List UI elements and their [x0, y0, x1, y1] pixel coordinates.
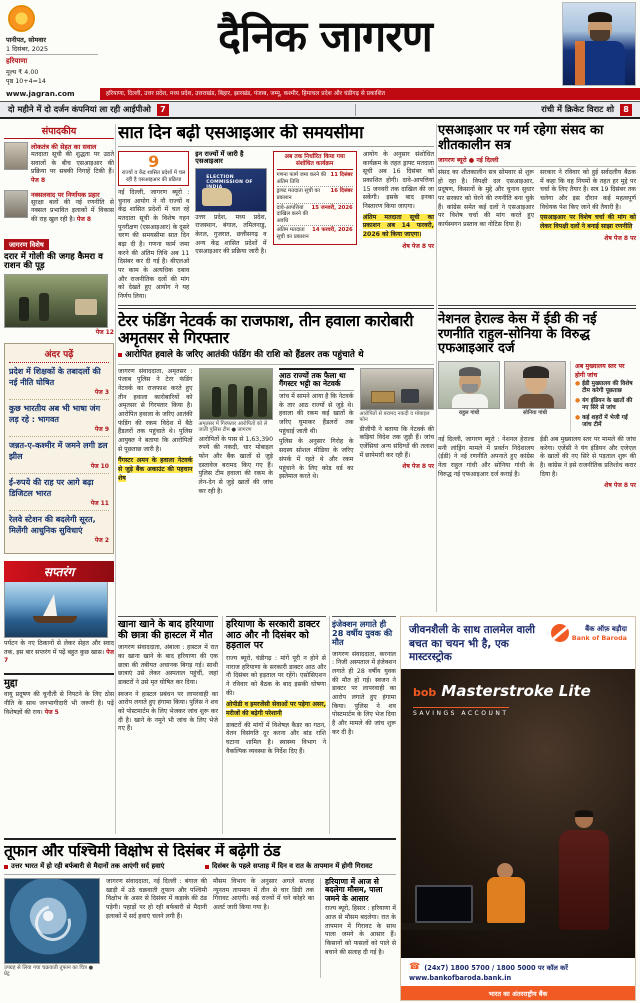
terror-subhead: आरोपित हवाले के जरिए आतंकी फंडिंग की राशि को हैंडलर तक पहुंचाते थे: [125, 349, 364, 360]
teaser-left-text: दो महीने में दो दर्जन कंपनियां ला रही आईपीओ: [8, 104, 151, 114]
schedule-row: [277, 226, 353, 241]
parliament-highlight: एसआइआर पर विशेष चर्चा की मांग को लेकर विपक्षी दलों ने बनाई साझा रणनीति: [540, 214, 636, 231]
weather-map-wrap: [4, 878, 100, 978]
inside-header: अंदर पढ़ें: [9, 347, 109, 363]
youth-headline: इंजेक्शन लगाते ही 28 वर्षीय युवक की मौत: [332, 619, 393, 648]
inside-item: [9, 440, 109, 474]
saptrang-section: [4, 561, 114, 666]
inside-item-pageref: पेज 9: [94, 425, 109, 433]
inside-item-pageref: पेज 2: [94, 536, 109, 544]
schedule-label: गणना फार्म जमा करने की अंतिम तिथि: [276, 172, 327, 185]
inside-item-title: जन्नत-ए-कश्मीर में जमने लगी डल झील: [9, 440, 108, 461]
terror-headline: टेरर फंडिंग नेटवर्क का राजफाश, तीन हवाला कारोबारी अमृतसर से गिरफ्तार: [118, 312, 414, 348]
teaser-right-text: रांची में क्रिकेट विराट शो: [541, 104, 615, 114]
doctors-headline: हरियाणा के सरकारी डाक्टर आठ और नौ दिसंबर को हड़ताल पर: [226, 619, 320, 652]
schedule-value: 15 जनवरी, 2026: [311, 204, 353, 211]
parliament-body-1: संसद का शीतकालीन सत्र सोमवार से शुरू हो रहा है। विपक्षी दल एसआइआर, प्रदूषण, किसानों के मुद्दे और चुनाव सुधार पर सरकार को घेरने की रणनीति बना चुके हैं। कांग्रेस समेत कई दलों ने एसआइआर पर विशेष चर्चा की मांग करते हुए कार्यस्थगन प्रस्ताव का नोटिस दिया है।: [438, 169, 534, 229]
herald-point: ● यंग इंडियन के खातों की नए सिरे से जांच: [575, 397, 633, 412]
ad-product-sub: SAVINGS ACCOUNT: [413, 707, 509, 717]
youth-body: जागरण संवाददाता, करनाल : निजी अस्पताल में इंजेक्शन लगाते ही 28 वर्षीय युवक की मौत हो गई। स्वजन ने डाक्टर पर लापरवाही का आरोप लगाते हुए हंगामा किया। पुलिस ने शव पोस्टमार्टम के लिए भेज दिया है और मामले की जांच शुरू कर दी है।: [332, 650, 396, 736]
mudda-section: [4, 673, 114, 717]
story-hostel-death: [118, 616, 218, 834]
terror-body-2: आरोपितों के पास से 1,63,390 रुपये की नकदी, चार मोबाइल फोन और बैंक खातों से जुड़े दस्तावेज बरामद किए गए हैं। पुलिस टीम हवाला की रकम के लेन-देन से जुड़े खातों की जांच कर रही है।: [198, 435, 273, 495]
ad-brand-hindi: बैंक ऑफ़ बड़ौदा: [585, 624, 627, 633]
jagran-sun-logo: [8, 5, 35, 32]
ad-brand-english: Bank of Baroda: [571, 633, 627, 642]
ad-headline: जीवनशैली के साथ तालमेल वाली बचत का चयन भी है, एक मास्टरस्ट्रोक: [409, 624, 535, 664]
schedule-label: ड्राफ्ट मतदाता सूची का प्रकाशन: [276, 188, 320, 202]
masthead-price: मूल्य ₹ 4.00: [6, 69, 39, 76]
terror-subhead-row: [118, 351, 434, 365]
lead-stat-text: राज्यों व केंद्र शासित प्रदेशों में चल रही है एसआइआर की प्रक्रिया: [121, 170, 186, 183]
schedule-row: [277, 187, 353, 203]
newspaper-title: दैनिक जागरण: [218, 12, 432, 62]
story-herald: [438, 308, 636, 612]
phone-icon: ☎: [409, 962, 421, 972]
editorial-header: संपादकीय: [4, 124, 114, 139]
inside-item-title: रेलवे स्टेशन की बदलेगी सूरत, मिलेंगी आधुनिक सुविधाएं: [9, 514, 96, 535]
lead-stat-box: [118, 151, 189, 186]
teaser-right-page-badge: 8: [620, 104, 632, 116]
jagran-vishesh-section: [4, 232, 114, 336]
story-youth-death: [332, 616, 396, 834]
ad-desk: [401, 923, 531, 930]
weather-content: [4, 878, 396, 978]
terror-network-title: आठ राज्यों तक फैला था गैंगस्टर भट्टी का नेटवर्क: [279, 368, 354, 392]
editorial-item-body: सुरक्षा बलों की नई रणनीति से नक्सल प्रभावित इलाकों में विकास की राह खुल रही है।: [31, 198, 114, 224]
jagran-vishesh-pageref: पेज 12: [95, 328, 114, 336]
schedule-label: दावे-आपत्तियां दाखिल करने की अवधि: [276, 204, 309, 224]
terror-network-body: जांच में सामने आया है कि नेटवर्क के तार आठ राज्यों से जुड़े थे। हवाला की रकम कई खातों के जरिए घुमाकर हैंडलरों तक पहुंचाई जाती थी।: [279, 393, 354, 435]
photo-sonia-gandhi: [504, 361, 566, 409]
ad-brand: [551, 624, 627, 665]
parliament-headline: एसआइआर पर गर्म रहेगा संसद का शीतकालीन सत्र: [438, 123, 604, 153]
hostel-body-2: स्वजन ने हास्टल प्रबंधन पर लापरवाही का आरोप लगाते हुए हंगामा किया। पुलिस ने शव को पोस्टमार्टम के लिए भेजकर जांच शुरू कर दी है। खाने के नमूने भी जांच के लिए भेजे गए हैं।: [118, 690, 218, 733]
inside-item-title: प्रदेश में शिक्षकों के तबादलों की नई नीति घोषित: [9, 366, 101, 387]
masthead-pages: पृष्ठ 10+4=14: [6, 78, 46, 85]
terror-col-4: [360, 368, 435, 497]
weather-bullets: [4, 863, 396, 875]
saptrang-blurb: पर्यटन के नए ठिकानों से लेकर सेहत और स्वाद तक, इस बार सप्तरंग में पढ़ें बहुत कुछ खास।: [4, 639, 114, 656]
lead-states-title: इन राज्यों में जारी है एसआइआर: [195, 150, 244, 166]
lead-col-3: [273, 151, 357, 302]
weather-body-1: जागरण संवाददाता, नई दिल्ली : बंगाल की खाड़ी में उठे चक्रवाती तूफान और पश्चिमी विक्षोभ के असर से दिसंबर में कड़ाके की ठंड पड़ेगी। पहाड़ों पर हो रही बर्फबारी से मैदानी इलाकों में सर्द हवाएं चलने लगी हैं।: [106, 877, 207, 920]
editorial-item: [4, 142, 114, 186]
ad-photo: [401, 669, 635, 958]
weather-side-story: [320, 878, 396, 978]
inside-section: [4, 343, 114, 554]
lead-stat-number: 9: [148, 152, 160, 172]
lead-body-2: आयोग के अनुसार संशोधित कार्यक्रम के तहत ड्राफ्ट मतदाता सूची अब 16 दिसंबर को प्रकाशित होगी। दावे-आपत्तियां 15 जनवरी तक दाखिल की जा सकेंगी। इसके बाद इनका निस्तारण किया जाएगा।: [362, 151, 435, 211]
schedule-value: 14 फरवरी, 2026: [312, 227, 353, 234]
teaser-left-page-badge: 7: [157, 104, 169, 116]
doctors-highlight: ओपीडी व इमरजेंसी सेवाओं पर पड़ेगा असर, मरीजों की बढ़ेगी परेशानी: [226, 701, 326, 717]
photo-police-arrest: [199, 368, 274, 420]
herald-photo1-caption: राहुल गांधी: [458, 409, 480, 416]
terror-photo2-caption: आरोपितों से बरामद नकदी व मोबाइल फोन: [359, 410, 430, 424]
jagran-vishesh-headline: दरार में गोली की जगह कैमरा व राशन की पूड़: [4, 251, 103, 272]
lead-continuation: शेष पेज 8 पर: [402, 242, 435, 250]
herald-headline: नेशनल हेराल्ड केस में ईडी की नई रणनीति राहुल-सोनिया के विरुद्ध एफआइआर दर्ज: [438, 312, 597, 357]
hostel-body-1: जागरण संवाददाता, अंबाला : हास्टल में रात का खाना खाने के बाद हरियाणा की एक छात्रा की तबीयत अचानक बिगड़ गई। साथी छात्राएं उसे लेकर अस्पताल पहुंचीं, जहां डाक्टरों ने उसे मृत घोषित कर दिया।: [118, 644, 218, 686]
lead-schedule-title: अब तक निर्धारित किया गया संशोधित कार्यक्रम: [277, 154, 353, 170]
inside-item-title: कुछ भारतीय अब भी भाषा जंग लड़ रहे : भागवत: [9, 403, 101, 424]
terror-continuation: शेष पेज 8 पर: [402, 463, 434, 471]
editorial-item-pageref: पेज 8: [76, 216, 92, 224]
herald-continuation: शेष पेज 8 पर: [604, 482, 636, 490]
doctors-body-1: राज्य ब्यूरो, चंडीगढ़ : मांगें पूरी न होने से नाराज हरियाणा के सरकारी डाक्टर आठ और नौ दिसंबर को हड़ताल पर रहेंगे। एसोसिएशन ने रविवार को बैठक के बाद इसकी घोषणा की।: [226, 654, 326, 697]
herald-points-title: अब मुख्यालय स्तर पर होगी जांच: [575, 362, 625, 379]
parliament-col-2: [540, 169, 636, 242]
parliament-byline: जागरण ब्यूरो ● नई दिल्ली: [438, 155, 636, 167]
lead-schedule-box: [273, 151, 357, 245]
herald-photo1-wrap: [438, 361, 500, 432]
weather-bullet-1: उत्तर भारत में हो रही बर्फबारी से मैदानों तक आएंगी सर्द हवाएं: [4, 863, 195, 871]
ad-standing-person-sachin: [559, 810, 609, 930]
terror-photo1-caption: अमृतसर में गिरफ्तार आरोपितों को ले जाती पुलिस टीम ● जागरण: [198, 420, 268, 434]
mudda-body: वायु प्रदूषण की चुनौती से निपटने के लिए ठोस नीति के साथ जनभागीदारी भी जरूरी है। पढ़ें विशेषज्ञों की राय।: [4, 691, 114, 716]
editorial-section: [4, 124, 114, 225]
lead-body-1: नई दिल्ली, जागरण ब्यूरो : चुनाव आयोग ने नौ राज्यों व केंद्र शासित प्रदेशों में चल रहे मतदाता सूची के विशेष गहन पुनरीक्षण (एसआइआर) के दूसरे चरण की समयसीमा सात दिन बढ़ा दी है। गणना फार्म जमा करने की अंतिम तिथि अब 11 दिसंबर कर दी गई है। बीएलओ पर काम के अत्यधिक दबाव और राजनीतिक दलों की मांग को देखते हुए आयोग ने यह निर्णय लिया।: [118, 189, 190, 301]
weather-headline: तूफान और पश्चिमी विक्षोभ से दिसंबर में बढ़ेगी ठंड: [4, 843, 281, 860]
weather-body-2: मौसम विभाग के अनुसार अगले सप्ताह न्यूनतम तापमान में तीन से चार डिग्री तक गिरावट आएगी। कई राज्यों में घने कोहरे का अलर्ट जारी किया गया है।: [213, 877, 314, 911]
photo-election-commission: [195, 168, 266, 212]
herald-media-row: [438, 361, 636, 432]
ad-monitor: [415, 885, 473, 923]
terror-body-3: पुलिस के अनुसार गिरोह के सदस्य सोशल मीडिया के जरिए संपर्क में रहते थे और रकम पहुंचाने के लिए कोड वर्ड का इस्तेमाल करते थे।: [279, 438, 354, 481]
square-bullet-icon: [4, 865, 8, 869]
herald-photo2-caption: सोनिया गांधी: [522, 409, 548, 416]
herald-photo2-wrap: [504, 361, 566, 432]
terror-col-1: [118, 368, 193, 497]
ad-product-bob: bob: [413, 685, 437, 699]
bullet-icon: ●: [575, 414, 581, 421]
schedule-row: [277, 171, 353, 187]
story-weather: [4, 838, 396, 999]
lead-col-4: [363, 151, 434, 302]
inside-item: [9, 403, 109, 437]
ad-bottom-bar: भारत का अंतरराष्ट्रीय बैंक: [401, 986, 635, 1000]
inside-item: [9, 477, 109, 511]
parliament-continuation: शेष पेज 8 पर: [604, 234, 636, 242]
editorial-item-kicker: लोकतंत्र की सेहत का सवाल: [31, 143, 97, 151]
masthead-edition: हरियाणा: [6, 57, 28, 65]
lead-col-1: [118, 151, 189, 302]
editorial-portrait-photo: [4, 142, 28, 170]
inside-item-pageref: पेज 3: [94, 388, 109, 396]
editorial-item-pageref: पेज 8: [31, 177, 46, 185]
weather-bullet-2: दिसंबर के पहले सप्ताह में दिन व रात के तापमान में होगी गिरावट: [205, 863, 396, 871]
masthead-website: www.jagran.com: [6, 89, 75, 98]
masthead-city-day: पानीपत, सोमवार: [6, 36, 47, 44]
inside-item-pageref: पेज 11: [90, 499, 109, 507]
editorial-portrait-photo: [4, 190, 28, 218]
lead-headline: सात दिन बढ़ी एसआइआर की समयसीमा: [118, 124, 434, 147]
terror-highlight: गैंगस्टर अमन के हवाला नेटवर्क से जुड़े बैंक अकाउंट की पहचान शेष: [118, 457, 193, 482]
mudda-header: मुद्दा: [4, 677, 18, 689]
bank-of-baroda-logo-icon: [551, 624, 569, 642]
story-parliament: [438, 124, 636, 304]
herald-points: [570, 361, 636, 432]
story-doctors-strike: [226, 616, 326, 834]
masthead-date: 1 दिसंबर, 2025: [6, 45, 49, 53]
doctors-body-2: डाक्टरों की मांगों में विशेषज्ञ कैडर का गठन, वेतन विसंगति दूर करना और बांड राशि घटाना शामिल है। स्वास्थ्य विभाग ने वैकल्पिक व्यवस्था के निर्देश दिए हैं।: [226, 721, 326, 755]
inside-item: [9, 514, 109, 547]
left-rail: [4, 124, 114, 834]
editorial-item-body: मतदाता सूची की शुद्धता पर उठते सवालों के बीच एसआइआर की प्रक्रिया पर सबकी निगाहें टिकी हैं।: [31, 151, 114, 176]
bullet-icon: ●: [575, 397, 581, 404]
mudda-pageref: पेज 5: [44, 708, 59, 716]
schedule-label: अंतिम मतदाता सूची का प्रकाशन: [276, 227, 309, 241]
weather-side-headline: हरियाणा में आज से बदलेगा मौसम, पाला जमने के आसार: [325, 876, 383, 903]
terror-body-4: डीजीपी ने बताया कि नेटवर्क की कड़ियां विदेश तक जुड़ी हैं। जांच एजेंसियां अन्य संदिग्धों की तलाश में छापेमारी कर रही हैं।: [359, 425, 434, 459]
ad-seated-person: [487, 863, 525, 923]
ad-contact-strip: [401, 958, 635, 986]
schedule-row: [277, 204, 353, 227]
parliament-body-2: सरकार ने रविवार को हुई सर्वदलीय बैठक में कहा कि वह नियमों के तहत हर मुद्दे पर चर्चा के लिए तैयार है। सत्र 19 दिसंबर तक चलेगा और इस दौरान कई महत्वपूर्ण विधेयक पेश किए जाने की तैयारी है।: [540, 169, 636, 211]
herald-col-2: [540, 436, 636, 489]
inside-item: [9, 366, 109, 400]
saptrang-masthead: सप्तरंग: [4, 561, 114, 582]
jagran-vishesh-photo: [4, 274, 108, 328]
saptrang-pageref: पेज 7: [4, 648, 115, 665]
ad-product-name: Masterstroke Lite: [441, 681, 591, 700]
ad-phone-line: (24x7) 1800 5700 / 1800 5000 पर कॉल करें: [424, 963, 568, 972]
lead-col-2: [195, 151, 266, 302]
editorial-item: [4, 190, 114, 225]
herald-body-2: ईडी अब मुख्यालय स्तर पर मामले की जांच करेगा। एजेंसी ने यंग इंडियन और एजेएल के खातों की नए सिरे से पड़ताल शुरू की है। कांग्रेस ने इसे राजनीतिक प्रतिशोध करार दिया है।: [540, 435, 636, 478]
photo-cyclone-satellite-map: [4, 878, 100, 964]
terror-col-2: [199, 368, 274, 497]
photo-rahul-gandhi: [438, 361, 500, 409]
ad-website: www.bankofbaroda.bank.in: [409, 974, 512, 982]
square-bullet-icon: [205, 865, 209, 869]
advertisement-bank-of-baroda: [400, 616, 636, 1001]
photo-seized-cash: [360, 368, 435, 410]
saptrang-photo: [4, 582, 108, 638]
weather-map-caption: उपग्रह से लिया गया चक्रवाती तूफान का चित्र ● प्रेट्र: [4, 964, 93, 978]
ad-header: [401, 617, 635, 669]
terror-body-1: जागरण संवाददाता, अमृतसर : पंजाब पुलिस ने टेरर फंडिंग नेटवर्क का राजफाश करते हुए तीन हवाला कारोबारियों को अमृतसर से गिरफ्तार किया है। आरोपित हवाला के जरिए आतंकी फंडिंग की रकम विदेश में बैठे हैंडलरों तक पहुंचाते थे। पुलिस आयुक्त ने बताया कि आरोपितों से पूछताछ जारी है।: [118, 367, 193, 453]
schedule-value: 16 दिसंबर: [330, 188, 353, 195]
election-photo-label: ELECTION COMMISSION OF INDIA: [206, 174, 253, 190]
jagran-vishesh-label: जागरण विशेष: [4, 239, 49, 250]
teaser-bar: [0, 101, 640, 119]
terror-col-3: [279, 368, 354, 497]
diamond-bullet-icon: [118, 353, 122, 357]
inside-item-pageref: पेज 10: [90, 462, 109, 470]
bullet-icon: ●: [575, 380, 581, 387]
story-lead: [118, 124, 434, 304]
schedule-value: 11 दिसंबर: [330, 172, 353, 179]
inside-item-title: ई-रुपये की राह पर आगे बढ़ा डिजिटल भारत: [9, 477, 94, 498]
lead-highlight: अंतिम मतदाता सूची का प्रकाशन अब 14 फरवरी, 2026 को किया जाएगा।: [362, 213, 435, 239]
editorial-item-kicker: नक्सलवाद पर निर्णायक प्रहार: [31, 190, 100, 199]
lead-states-text: उत्तर प्रदेश, मध्य प्रदेश, राजस्थान, बंगाल, तमिलनाडु, केरल, गुजरात, छत्तीसगढ़ व अन्य केंद्र शासित प्रदेशों में एसआइआर की प्रक्रिया जारी है।: [195, 213, 267, 256]
ad-product-lockup: [413, 681, 635, 719]
herald-point: ● ईडी मुख्यालय की विशेष टीम करेगी पूछताछ: [575, 380, 633, 395]
story-terror: [118, 308, 434, 610]
herald-point: ● कई शहरों में भेजी गईं जांच टीमें: [575, 414, 628, 429]
weather-side-body: राज्य ब्यूरो, हिसार : हरियाणा में आज से मौसम बदलेगा। रात के तापमान में गिरावट के साथ पाला जमने के आसार हैं। किसानों को फसलों को पाले से बचाने की सलाह दी गई है।: [325, 905, 396, 956]
editions-strip: हरियाणा, दिल्ली, उत्तर प्रदेश, मध्य प्रदेश, उत्तराखंड, बिहार, झारखंड, पंजाब, जम्मू, कश्मीर, हिमाचल प्रदेश और चंडीगढ़ से प्रकाशित: [100, 88, 640, 100]
hostel-headline: खाना खाने के बाद हरियाणा की छात्रा की हास्टल में मौत: [118, 619, 214, 641]
herald-body-1: नई दिल्ली, जागरण ब्यूरो : नेशनल हेराल्ड मनी लांड्रिंग मामले में प्रवर्तन निदेशालय (ईडी) ने नई रणनीति अपनाते हुए कांग्रेस नेता राहुल गांधी और सोनिया गांधी के विरुद्ध नई एफआइआर दर्ज कराई है।: [438, 435, 534, 478]
photo-virat-kohli: [562, 2, 636, 86]
